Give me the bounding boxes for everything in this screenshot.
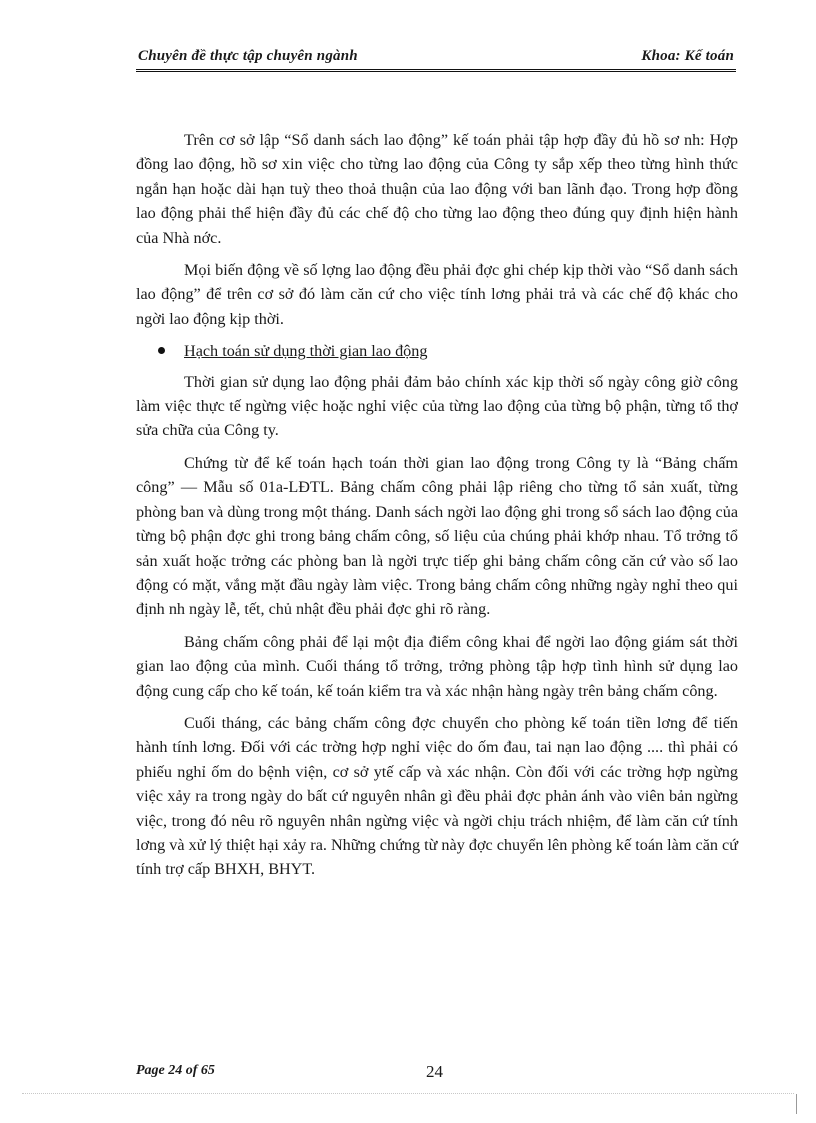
paragraph-5: Bảng chấm công phải để lại một địa điểm công khai để ngời lao động giám sát thời gian lao động của mình. Cuối tháng tổ trởng, trởng phòng tập hợp tình hình sử dụng lao động cung cấp cho kế toán, kế toán kiểm tra và xác nhận hàng ngày trên bảng chấm công. xyxy=(136,632,738,700)
section-heading-text: Hạch toán sử dụng thời gian lao động xyxy=(184,342,428,361)
footer-page-of: Page 24 of 65 xyxy=(136,1063,215,1078)
paragraph-6: Cuối tháng, các bảng chấm công đợc chuyển cho phòng kế toán tiền lơng để tiến hành tính lơng. Đối với các trờng hợp nghỉ việc do ốm đau, tai nạn lao động .... thì phải có phiếu nghỉ ốm do bệnh viện, cơ sở ytế cấp và xác nhận. Còn đối với các trờng hợp ngừng việc xảy ra trong ngày do bất cứ nguyên nhân gì đều phải đợc phản ánh vào viên bản ngừng việc, trong đó nêu rõ nguyên nhân ngừng việc và ngời chịu trách nhiệm, để làm căn cứ tính lơng và xử lý thiệt hại xảy ra. Những chứng từ này đợc chuyển lên phòng kế toán làm căn cứ tính trợ cấp BHXH, BHYT. xyxy=(136,713,738,879)
footer-divider xyxy=(22,1093,794,1094)
header-divider xyxy=(136,69,736,72)
header-faculty: Khoa: Kế toán xyxy=(641,48,734,64)
footer-page-number: 24 xyxy=(426,1062,443,1081)
page-corner-mark xyxy=(796,1094,797,1114)
section-heading xyxy=(136,339,738,363)
paragraph-3: Thời gian sử dụng lao động phải đảm bảo chính xác kịp thời số ngày công giờ công làm việc thực tế ngừng việc hoặc nghỉ việc của từng lao động của từng bộ phận, từng tổ thợ sửa chữa của Công ty. xyxy=(136,372,738,440)
paragraph-4: Chứng từ để kế toán hạch toán thời gian lao động trong Công ty là “Bảng chấm công” — Mẫu số 01a-LĐTL. Bảng chấm công phải lập riêng cho từng tổ sản xuất, từng phòng ban và dùng trong một tháng. Danh sách ngời lao động ghi trong sổ sách lao động của từng bộ phận đợc ghi trong bảng chấm công, số liệu của chúng phải khớp nhau. Tổ trởng tổ sản xuất hoặc trởng các phòng ban là ngời trực tiếp ghi bảng chấm công căn cứ vào số lao động có mặt, vắng mặt đầu ngày làm việc. Trong bảng chấm công những ngày nghỉ theo qui định nh ngày lễ, tết, chủ nhật đều phải đợc ghi rõ ràng. xyxy=(136,453,738,619)
paragraph-2: Mọi biến động về số lợng lao động đều phải đợc ghi chép kịp thời vào “Sổ danh sách lao động” để trên cơ sở đó làm căn cứ cho việc tính lơng phải trả và các chế độ khác cho ngời lao động kịp thời. xyxy=(136,261,738,328)
document-body xyxy=(136,128,738,890)
header-course-title: Chuyên đề thực tập chuyên ngành xyxy=(138,48,358,64)
bullet-icon xyxy=(158,347,165,354)
page-header xyxy=(136,48,736,68)
paragraph-1: Trên cơ sở lập “Sổ danh sách lao động” kế toán phải tập hợp đầy đủ hồ sơ nh: Hợp đồng lao động, hồ sơ xin việc cho từng lao động của Công ty sắp xếp theo từng hình thức ngắn hạn hoặc dài hạn tuỳ theo thoả thuận của lao động với ban lãnh đạo. Trong hợp đồng lao động phải thể hiện đầy đủ các chế độ cho từng lao động theo đúng quy định hiện hành của Nhà nớc. xyxy=(136,131,738,247)
